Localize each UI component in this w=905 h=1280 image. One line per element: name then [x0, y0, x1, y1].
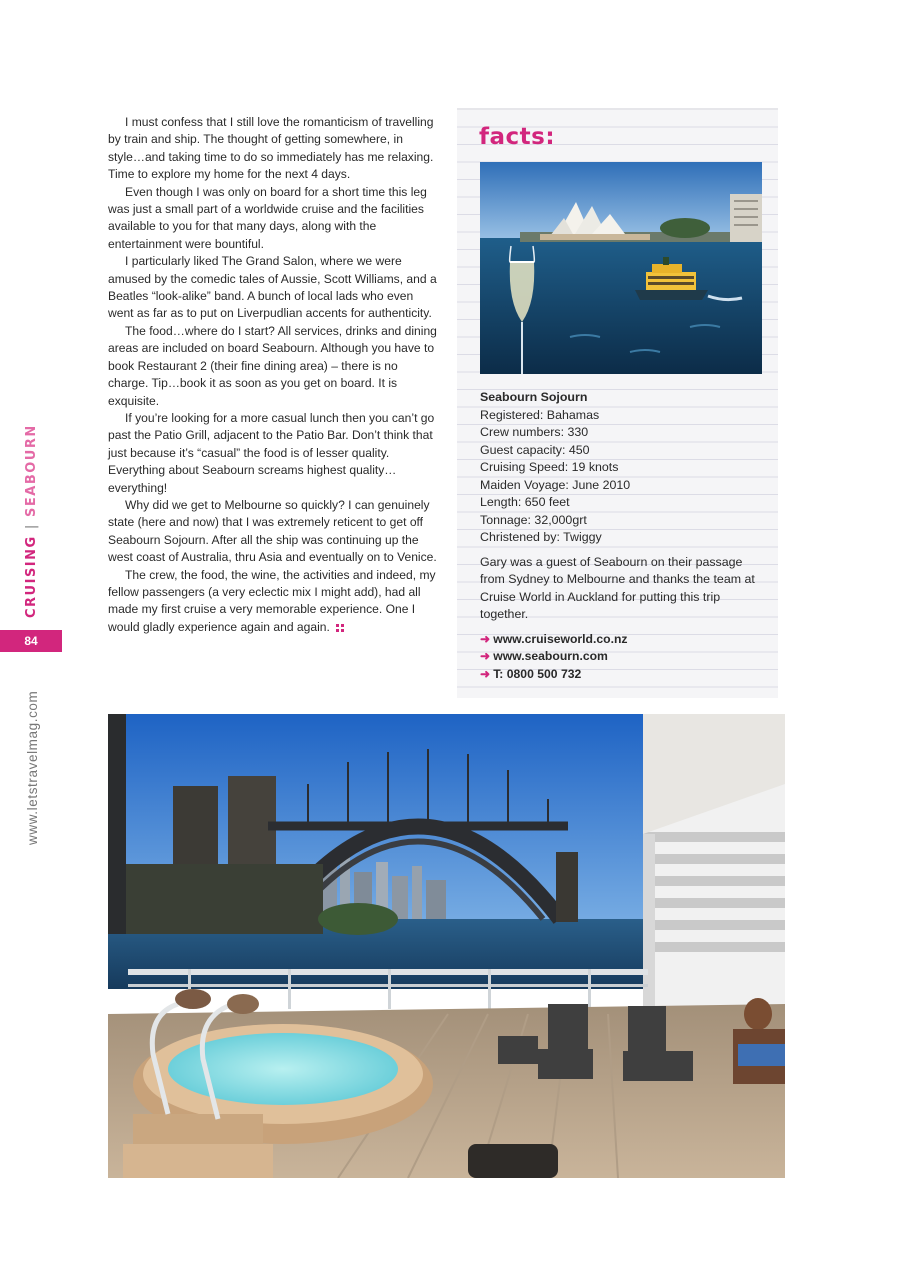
end-mark-icon: [336, 624, 344, 632]
link-text: www.cruiseworld.co.nz: [493, 631, 628, 646]
link-phone[interactable]: [480, 666, 765, 684]
facts-note: Gary was a guest of Seabourn on their passage from Sydney to Melbourne and thanks the team at Cruise World in Auckland for putting this trip together.: [480, 554, 755, 621]
section-separator: |: [24, 516, 39, 536]
page-number: 84: [0, 630, 62, 652]
fact-guest-capacity: Guest capacity: 450: [480, 442, 590, 457]
link-text: www.seabourn.com: [493, 649, 608, 663]
article-paragraph: Even though I was only on board for a short time this leg was just a small part of a worldwide cruise and the facilities available to you for that many days, along with the entertainment were bountiful.: [108, 184, 427, 251]
fact-cruising-speed: Cruising Speed: 19 knots: [480, 460, 619, 474]
arrow-right-icon: ➜: [480, 666, 491, 681]
facts-box: [457, 108, 778, 698]
article-paragraph: Why did we get to Melbourne so quickly? I can genuinely state (here and now) that I was extremely reticent to get off Seabourn Sojourn. After all the ship was continuing up the west coast of Australia, thru Asia and eventually on to Venice.: [108, 497, 437, 565]
link-seabourn[interactable]: [480, 648, 765, 666]
facts-body: [480, 389, 765, 683]
article-paragraph: If you’re looking for a more casual lunch then you can’t go past the Patio Grill, adjacent to the Patio Bar. Don’t think that just because it’s “casual” the food is of lesser quality. Everything about Seabourn screams highest quality… everything!: [108, 410, 435, 495]
arrow-right-icon: ➜: [480, 631, 491, 646]
facts-links: [480, 631, 765, 684]
article-paragraph: I must confess that I still love the romanticism of travelling by train and ship. The thought of getting somewhere, in style…and taking time to do so immediately has me relaxing. Time to explore my home for the next 4 days.: [108, 115, 434, 182]
ship-name: Seabourn Sojourn: [480, 390, 588, 404]
fact-maiden-voyage: Maiden Voyage: June 2010: [480, 477, 631, 492]
fact-registered: Registered: Bahamas: [480, 407, 600, 422]
section-name: CRUISING: [24, 535, 39, 618]
fact-tonnage: Tonnage: 32,000grt: [480, 512, 587, 527]
website-url: www.letstravelmag.com: [25, 690, 40, 845]
website-label: [23, 670, 43, 845]
link-cruiseworld[interactable]: [480, 631, 765, 649]
article-paragraph-text: The crew, the food, the wine, the activities and indeed, my fellow passengers (a very eclectic mix I might add), had all made my first cruise a very memorable experience. One I would gladly experience again and again.: [108, 567, 436, 634]
harbour-bridge-deck-photo: [108, 714, 785, 1178]
fact-crew-numbers: Crew numbers: 330: [480, 425, 589, 439]
link-text: T: 0800 500 732: [493, 666, 582, 681]
opera-house-photo: [480, 162, 762, 374]
article-paragraph: I particularly liked The Grand Salon, where we were amused by the comedic tales of Aussie, Scott Williams, and a Beatles “look-alike” band. A bunch of local lads who even went as far as to put on Liverpudlian accents for authenticity.: [108, 254, 437, 321]
facts-title: facts:: [479, 124, 556, 150]
arrow-right-icon: ➜: [480, 649, 491, 663]
fact-christened-by: Christened by: Twiggy: [480, 530, 602, 544]
fact-length: Length: 650 feet: [480, 495, 570, 509]
article-body: [108, 114, 438, 636]
subsection-name: SEABOURN: [24, 424, 39, 517]
article-paragraph: The food…where do I start? All services, drinks and dining areas are included on board Seabourn. Although you have to book Restaurant 2 (their fine dining area) – there is no charge. Tip…book it as soon as you get on board. It is exquisite.: [108, 323, 437, 408]
article-paragraph-last: [108, 567, 438, 637]
section-label: [22, 424, 42, 618]
